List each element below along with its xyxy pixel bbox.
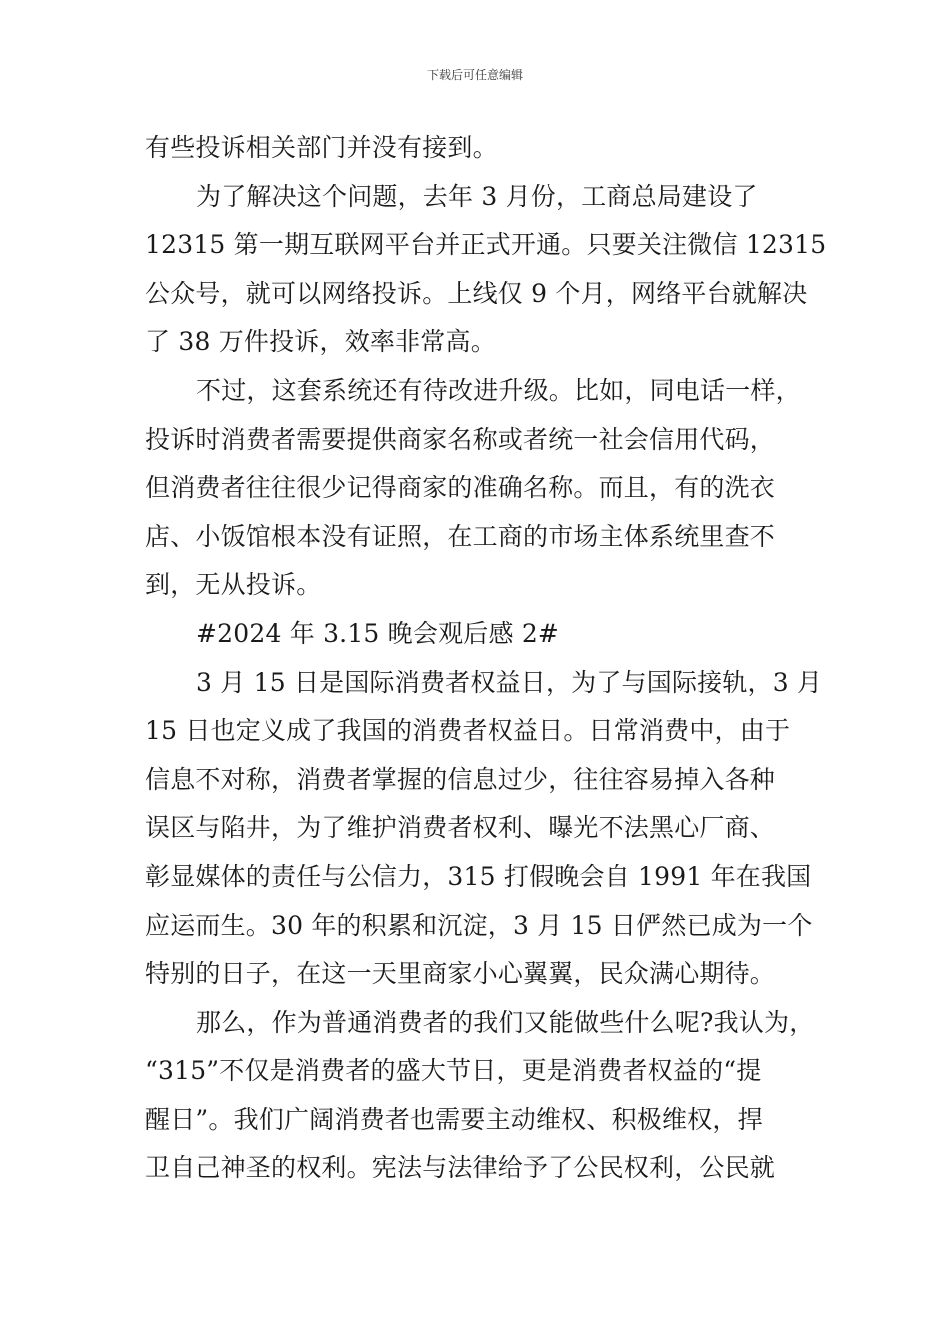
text-line: 投诉时消费者需要提供商家名称或者统一社会信用代码， — [145, 424, 776, 454]
text-line: 了 38 万件投诉，效率非常高。 — [145, 327, 496, 357]
text-line: 醒日”。我们广阔消费者也需要主动维权、积极维权，捍 — [145, 1104, 763, 1134]
text-line: 为了解决这个问题，去年 3 月份，工商总局建设了 — [196, 181, 758, 211]
text-line: 公众号，就可以网络投诉。上线仅 9 个月，网络平台就解决 — [145, 278, 808, 308]
text-line: 特别的日子，在这一天里商家小心翼翼，民众满心期待。 — [145, 959, 776, 989]
text-line: #2024 年 3.15 晚会观后感 2# — [196, 618, 560, 648]
text-line: “315”不仅是消费者的盛大节日，更是消费者权益的“提 — [145, 1056, 762, 1086]
text-line: 不过，这套系统还有待改进升级。比如，同电话一样， — [196, 375, 801, 405]
document-body — [145, 128, 827, 1197]
text-line: 店、小饭馆根本没有证照，在工商的市场主体系统里查不 — [145, 521, 776, 551]
page-header-note: 下载后可任意编辑 — [426, 68, 523, 82]
text-line: 应运而生。30 年的积累和沉淀，3 月 15 日俨然已成为一个 — [145, 910, 813, 940]
text-line: 彰显媒体的责任与公信力，315 打假晚会自 1991 年在我国 — [145, 861, 812, 891]
text-line: 12315 第一期互联网平台并正式开通。只要关注微信 12315 — [145, 230, 827, 260]
text-line: 卫自己神圣的权利。宪法与法律给予了公民权利，公民就 — [145, 1153, 776, 1183]
text-line: 15 日也定义成了我国的消费者权益日。日常消费中，由于 — [145, 716, 791, 746]
text-line: 那么，作为普通消费者的我们又能做些什么呢?我认为， — [196, 1007, 815, 1037]
text-line: 3 月 15 日是国际消费者权益日，为了与国际接轨，3 月 — [196, 667, 823, 697]
text-line: 信息不对称，消费者掌握的信息过少，往往容易掉入各种 — [145, 764, 776, 794]
text-line: 误区与陷井，为了维护消费者权利、曝光不法黑心厂商、 — [145, 813, 776, 843]
text-line: 但消费者往往很少记得商家的准确名称。而且，有的洗衣 — [145, 473, 776, 503]
text-line: 到，无从投诉。 — [145, 570, 322, 600]
text-line: 有些投诉相关部门并没有接到。 — [145, 133, 498, 162]
